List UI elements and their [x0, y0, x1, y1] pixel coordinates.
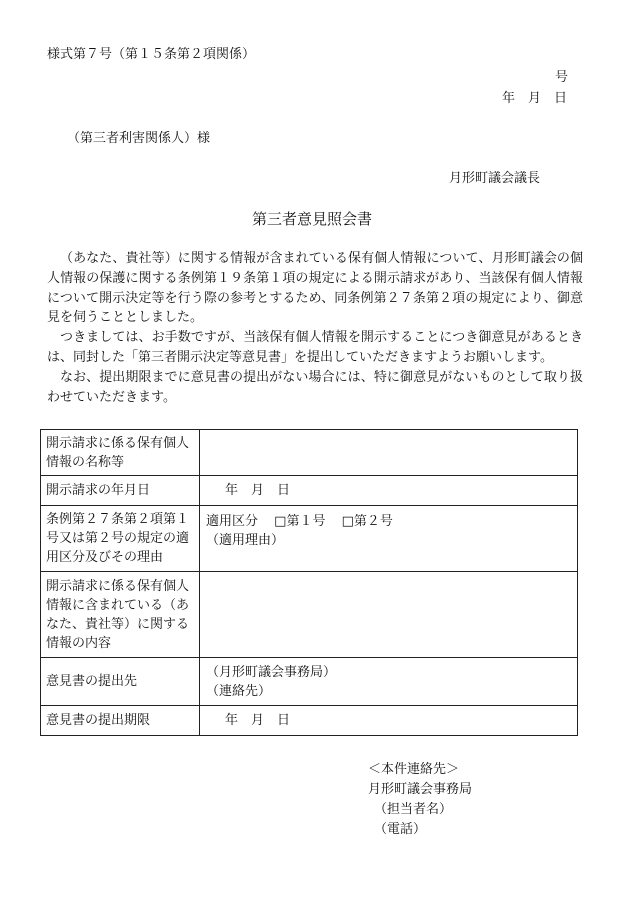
document-title: 第三者意見照会書 [252, 210, 373, 228]
body-text [47, 249, 583, 407]
row-label: 意見書の提出先 [41, 658, 200, 706]
body-paragraph: なお、提出期限までに意見書の提出がない場合には、特に御意見がないものとして取り扱わせていただきます。 [47, 369, 583, 405]
document-number-label: 号 [555, 70, 569, 85]
spacer [206, 550, 571, 566]
row-label: 条例第２７条第２項第１号又は第２号の規定の適用区分及びその理由 [41, 506, 200, 572]
table-row [41, 572, 578, 658]
contact-person: （担当者名） [374, 802, 453, 817]
option-item-2[interactable]: □第２号 [341, 513, 393, 529]
deadline-date: 年 月 日 [200, 706, 578, 736]
submission-contact: （連絡先） [206, 683, 272, 699]
category-line [206, 512, 571, 531]
row-label: 開示請求に係る保有個人情報の名称等 [41, 430, 200, 476]
reason-label: （適用理由） [206, 532, 285, 548]
body-paragraph: （あなた、貴社等）に関する情報が含まれている保有個人情報について、月形町議会の個人情報の保護に関する条例第１９条第１項の規定による開示請求があり、当該保有個人情報について開示決定等を行う際の参考とするため、同条例第２７条第２項の規定により、御意見を伺うこととしました。 [47, 251, 583, 326]
row-value [200, 430, 578, 476]
contact-block [368, 760, 472, 840]
submission-office: （月形町議会事務局） [206, 664, 337, 680]
option-item-1[interactable]: □第１号 [274, 513, 326, 529]
table-row [41, 506, 578, 572]
row-label: 意見書の提出期限 [41, 706, 200, 736]
row-label: 開示請求の年月日 [41, 476, 200, 506]
contact-phone: （電話） [374, 822, 427, 837]
information-table [40, 429, 578, 736]
row-value [200, 572, 578, 658]
table-row [41, 476, 578, 506]
contact-heading: ＜本件連絡先＞ [368, 762, 460, 777]
row-value [200, 658, 578, 706]
addressee: （第三者利害関係人）様 [67, 131, 211, 146]
row-value [200, 506, 578, 572]
table-row [41, 430, 578, 476]
sender: 月形町議会議長 [449, 171, 541, 186]
form-id: 様式第７号（第１５条第２項関係） [47, 47, 256, 62]
row-label: 開示請求に係る保有個人情報に含まれている（あなた、貴社等）に関する情報の内容 [41, 572, 200, 658]
body-paragraph: つきましては、お手数ですが、当該保有個人情報を開示することにつき御意見があるときは、同封した「第三者開示決定等意見書」を提出していただきますようお願いします。 [47, 330, 583, 365]
contact-office: 月形町議会事務局 [368, 782, 473, 797]
table-row [41, 706, 578, 736]
category-label: 適用区分 [206, 513, 259, 529]
request-date: 年 月 日 [200, 476, 578, 506]
document-date: 年 月 日 [502, 91, 568, 106]
table-row [41, 658, 578, 706]
